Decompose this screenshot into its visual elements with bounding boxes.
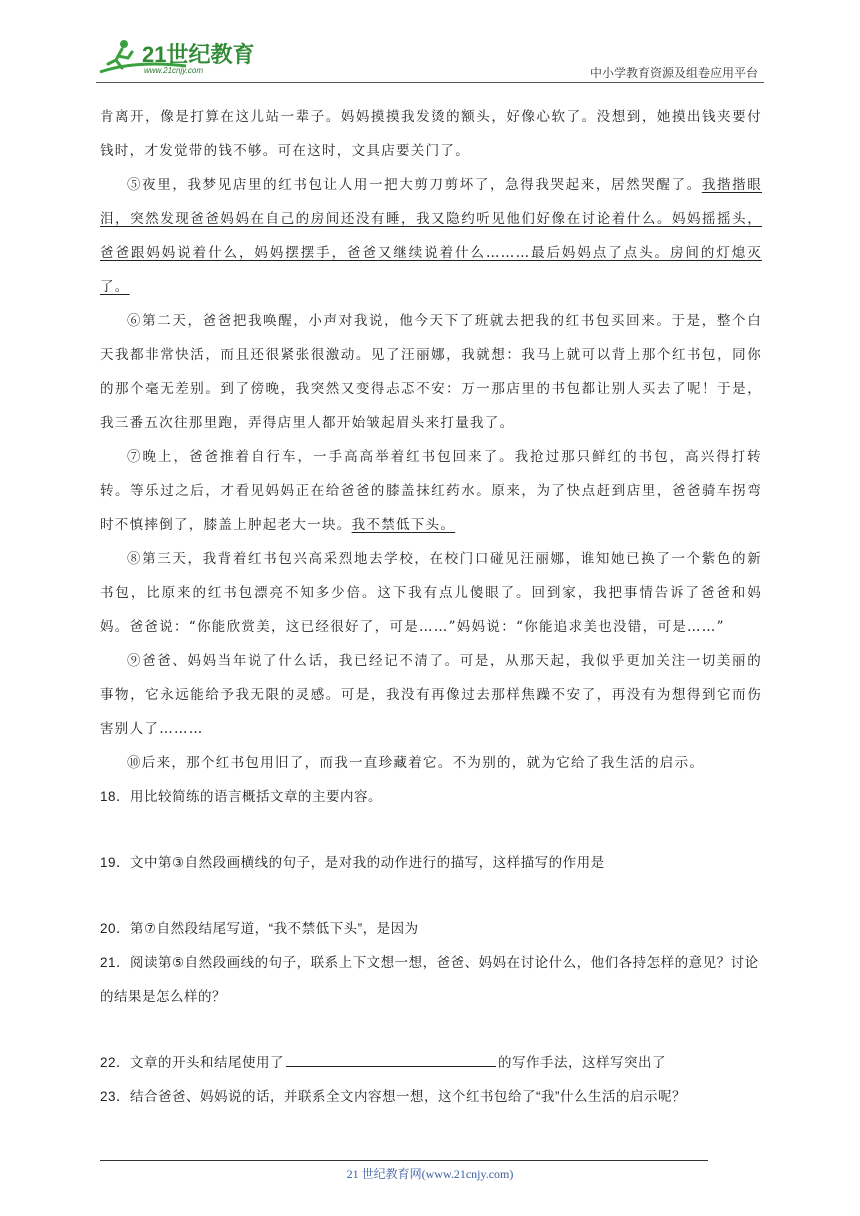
- paragraph-7: [100, 440, 762, 542]
- answer-space-19: [100, 880, 762, 912]
- document-body: [100, 100, 762, 1114]
- question-21: 21．阅读第⑤自然段画线的句子，联系上下文想一想，爸爸、妈妈在讨论什么，他们各持怎样的意见？讨论的结果是怎么样的？: [100, 955, 759, 1004]
- page-header: [96, 36, 764, 83]
- page-footer: 21 世纪教育网(www.21cnjy.com): [346, 1167, 514, 1181]
- paragraph-6: ⑥第二天，爸爸把我唤醒，小声对我说，他今天下了班就去把我的红书包买回来。于是，整个白天我都非常快活，而且还很紧张很激动。见了汪丽娜，我就想：我马上就可以背上那个红书包，同你的那个毫无差别。到了傍晚，我突然又变得忐忑不安：万一那店里的书包都让别人买去了呢！于是，我三番五次往那里跑，弄得店里人都开始皱起眉头来打量我了。: [100, 313, 762, 431]
- paragraph-5-text: ⑤夜里，我梦见店里的红书包让人用一把大剪刀剪坏了，急得我哭起来，居然哭醒了。: [127, 177, 702, 193]
- question-22-end: 的写作手法，这样写突出了: [498, 1055, 667, 1070]
- platform-name: 中小学教育资源及组卷应用平台: [589, 66, 758, 80]
- paragraph-5-underlined: 我揩揩眼泪，突然发现爸爸妈妈在自己的房间还没有睡，我又隐约听见他们好像在讨论着什么。妈妈摇摇头，爸爸跟妈妈说着什么，妈妈摆摆手，爸爸又继续说着什么………最后妈妈点了点头。房间的灯熄灭了。: [100, 177, 762, 295]
- logo-url: www.21cnjy.com: [144, 66, 203, 75]
- question-22-start: 22．文章的开头和结尾使用了: [100, 1055, 285, 1070]
- svg-text:21世纪教育: 21世纪教育: [142, 42, 255, 67]
- paragraph-continued: 肯离开，像是打算在这儿站一辈子。妈妈摸摸我发烫的额头，好像心软了。没想到，她摸出钱夹要付钱时，才发觉带的钱不够。可在这时，文具店要关门了。: [100, 109, 762, 159]
- paragraph-7-text: ⑦晚上，爸爸推着自行车，一手高高举着红书包回来了。我抢过那只鲜红的书包，高兴得打转转。等乐过之后，才看见妈妈正在给爸爸的膝盖抹红药水。原来，为了快点赶到店里，爸爸骑车拐弯时不慎摔倒了，膝盖上肿起老大一块。: [100, 449, 762, 533]
- paragraph-8: ⑧第三天，我背着红书包兴高采烈地去学校，在校门口碰见汪丽娜，谁知她已换了一个紫色的新书包，比原来的红书包漂亮不知多少倍。这下我有点儿傻眼了。回到家，我把事情告诉了爸爸和妈妈。爸爸说：“你能欣赏美，这已经很好了，可是……”妈妈说：“你能追求美也没错，可是……”: [100, 551, 762, 635]
- footer-divider: [100, 1160, 708, 1161]
- question-19: 19．文中第③自然段画横线的句子，是对我的动作进行的描写，这样描写的作用是: [100, 855, 605, 870]
- question-18: 18．用比较简练的语言概括文章的主要内容。: [100, 789, 383, 804]
- paragraph-5: [100, 168, 762, 304]
- question-22: [100, 1046, 762, 1080]
- paragraph-10: ⑩后来，那个红书包用旧了，而我一直珍藏着它。不为别的，就为它给了我生活的启示。: [127, 755, 705, 771]
- answer-blank-22[interactable]: [286, 1054, 496, 1067]
- answer-space-21: [100, 1014, 762, 1046]
- question-23: 23．结合爸爸、妈妈说的话，并联系全文内容想一想，这个红书包给了“我”什么生活的启示呢？: [100, 1089, 687, 1104]
- answer-space-18: [100, 814, 762, 846]
- question-20: 20．第⑦自然段结尾写道，“我不禁低下头”，是因为: [100, 921, 419, 936]
- paragraph-9: ⑨爸爸、妈妈当年说了什么话，我已经记不清了。可是，从那天起，我似乎更加关注一切美丽的事物，它永远能给予我无限的灵感。可是，我没有再像过去那样焦躁不安了，再没有为想得到它而伤害别人了………: [100, 653, 762, 737]
- paragraph-7-underlined: 我不禁低下头。: [351, 517, 456, 533]
